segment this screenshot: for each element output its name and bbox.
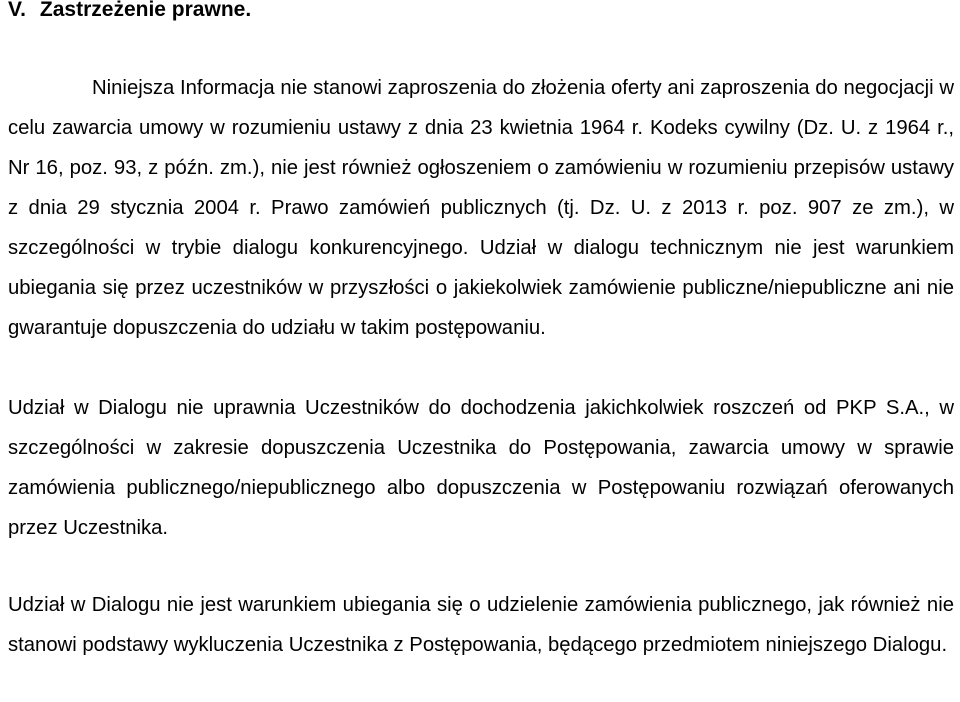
disclaimer-paragraph-2: Udział w Dialogu nie uprawnia Uczestników do dochodzenia jakichkolwiek roszczeń od PKP S.A., w szczególności w zakresie dopuszczenia Uczestnika do Postępowania, zawarcia umowy w sprawie zamówienia publicznego/niepublicznego albo dopuszczenia w Postępowaniu rozwiązań oferowanych przez Uczestnika. [8,397,954,539]
section-title: Zastrzeżenie prawne. [39,0,252,21]
disclaimer-paragraph-1: Niniejsza Informacja nie stanowi zaproszenia do złożenia oferty ani zaproszenia do negocjacji w celu zawarcia umowy w rozumieniu ustawy z dnia 23 kwietnia 1964 r. Kodeks cywilny (Dz. U. z 1964 r., Nr 16, poz. 93, z późn. zm.), nie jest również ogłoszeniem o zamówieniu w rozumieniu przepisów ustawy z dnia 29 stycznia 2004 r. Prawo zamówień publicznych (tj. Dz. U. z 2013 r. poz. 907 ze zm.), w szczególności w trybie dialogu konkurencyjnego. Udział w dialogu technicznym nie jest warunkiem ubiegania się przez uczestników w przyszłości o jakiekolwiek zamówienie publiczne/niepubliczne ani nie gwarantuje dopuszczenia do udziału w takim postępowaniu. [8,77,954,339]
section-number: V. [8,0,26,21]
section-heading [8,0,251,24]
disclaimer-paragraph-3: Udział w Dialogu nie jest warunkiem ubiegania się o udzielenie zamówienia publicznego, jak również nie stanowi podstawy wykluczenia Uczestnika z Postępowania, będącego przedmiotem niniejszego Dialogu. [8,594,954,656]
